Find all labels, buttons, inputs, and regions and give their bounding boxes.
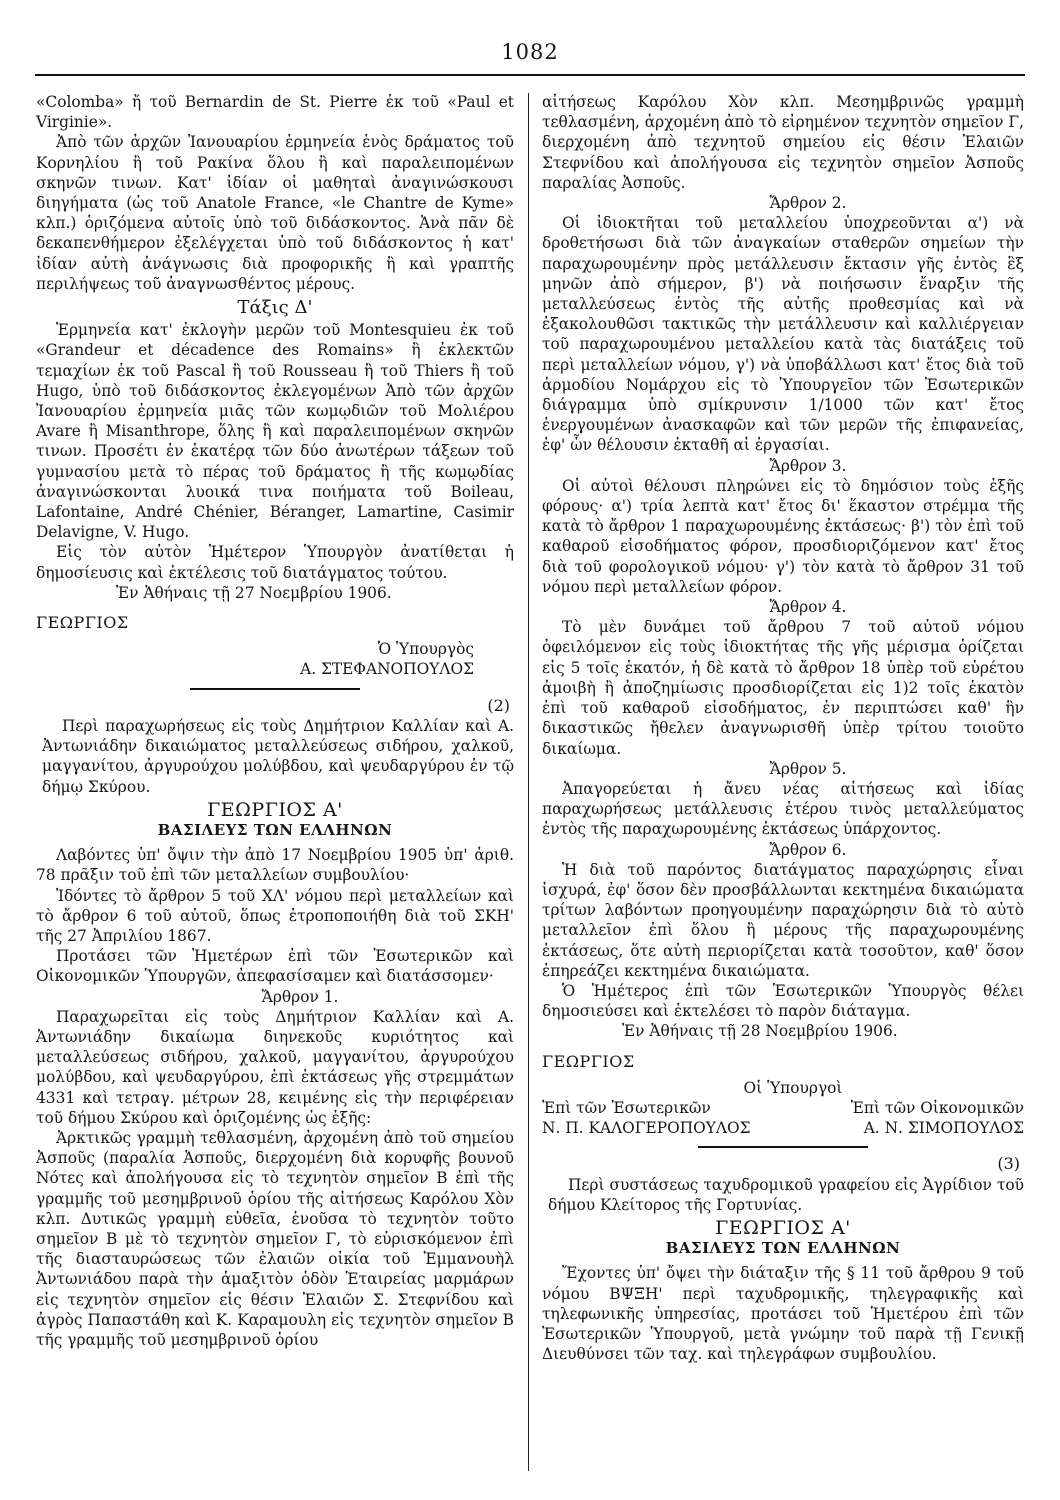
minister-title: Ὁ Ὑπουργὸς <box>377 640 474 659</box>
article-heading: Ἄρθρον 6. <box>769 840 847 859</box>
paragraph: Ἡ διὰ τοῦ παρόντος διατάγματος παραχώρησις εἶναι ἰσχυρά, ἐφ' ὅσον δὲν προσβάλλωνται κεκτημένα δικαιώματα τρίτων λαβόντων προηγουμένην παραχώρησιν διὰ τὸ αὐτὸ μεταλλεῖον ἐπὶ ὅλου ἢ μέρους τῆς παραχωρουμένης ἐκτάσεως, ὅτε αὐτὴ περιορίζεται κατὰ τοσοῦτον, καθ' ὅσον ἐπηρεάζει κεκτημένα δικαιώματα. <box>542 860 1024 980</box>
section-rule <box>190 688 360 690</box>
article-heading: Ἄρθρον 1. <box>261 987 339 1006</box>
decree-number: (3) <box>997 1154 1020 1174</box>
king-title: ΓΕΩΡΓΙΟΣ Α' <box>715 1216 851 1239</box>
place-date: Ἐν Ἀθήναις τῇ 28 Νοεμβρίου 1906. <box>622 1022 898 1041</box>
decree-subject: Περὶ παραχωρήσεως εἰς τοὺς Δημήτριον Καλλίαν καὶ Α. Ἀντωνιάδην δικαιώματος μεταλλεύσεως σιδήρου, χαλκοῦ, μαγγανίτου, ἀργυρούχου μολύβδου, καὶ ψευδαργύρου ἐν τῷ δήμῳ Σκύρου. <box>42 716 514 796</box>
paragraph: Ἰδόντες τὸ ἄρθρον 5 τοῦ ΧΛ' νόμου περὶ μεταλλείων καὶ τὸ ἄρθρον 6 τοῦ αὐτοῦ, ὅπως ἐτροποποιήθη διὰ τοῦ ΣΚΗ' τῆς 27 Ἀπριλίου 1867. <box>36 886 514 945</box>
class-heading: Τάξις Δ' <box>237 297 313 319</box>
decree-subject: Περὶ συστάσεως ταχυδρομικοῦ γραφείου εἰς Ἀγρίδιον τοῦ δήμου Κλείτορος τῆς Γορτυνίας. <box>548 1175 1024 1214</box>
article-heading: Ἄρθρον 2. <box>769 194 847 213</box>
paragraph: Ἑρμηνεία κατ' ἐκλογὴν μερῶν τοῦ Montesquieu ἐκ τοῦ «Grandeur et décadence des Romains» ἢ ἐκλεκτῶν τεμαχίων ἐκ τοῦ Pascal ἢ τοῦ Rousseau ἢ τοῦ Thiers ἢ τοῦ Hugo, ὑπὸ τοῦ διδάσκοντος ἐκλεγομένων Ἀπὸ τῶν ἀρχῶν Ἰανουαρίου ἑρμηνεία μιᾶς τῶν κωμῳδιῶν τοῦ Μολιέρου Avare ἢ Misanthrope, ὅλης ἢ καὶ παραλειπομένων σκηνῶν τινων. Προσέτι ἐν ἑκατέρᾳ τῶν δύο ἀνωτέρων τάξεων τοῦ γυμνασίου μετὰ τὸ πέρας τοῦ δράματος ἢ τῆς κωμῳδίας ἀναγινώσκονται λυοικά τινα ποιήματα τοῦ Boileau, Lafontaine, André Chénier, Béranger, Lamartine, Casimir Delavigne, V. Hugo. <box>36 321 514 542</box>
section-rule <box>698 1146 868 1148</box>
left-column <box>36 92 514 1350</box>
column-divider <box>528 93 529 1471</box>
page-number: 1082 <box>501 40 559 64</box>
king-subtitle: ΒΑΣΙΛΕΥΣ ΤΩΝ ΕΛΛΗΝΩΝ <box>157 820 393 839</box>
paragraph: Ἀρκτικῶς γραμμὴ τεθλασμένη, ἀρχομένη ἀπὸ τοῦ σημείου Ἀσποῦς (παραλία Ἀσποῦς, διερχομένη διὰ κορυφῆς βουνοῦ Νότες καὶ ἀπολήγουσα εἰς τὸ τεχνητὸν σημεῖον Β ἐπὶ τῆς γραμμῆς τοῦ μεσημβρινοῦ ὁρίου τῆς αἰτήσεως Καρόλου Χὸν κλπ. Δυτικῶς γραμμὴ εὐθεῖα, ἑνοῦσα τὸ τεχνητὸν τοῦτο σημεῖον Β μὲ τὸ τεχνητὸν σημεῖον Γ, τὸ εὑρισκόμενον ἐπὶ τῆς διασταυρώσεως τῶν ἐλαιῶν οἰκία τοῦ Ἐμμανουὴλ Ἀντωνιάδου παρὰ τὴν ἁμαξιτὸν ὁδὸν Ἑταιρείας μαρμάρων εἰς τεχνητὸν σημεῖον εἰς θέσιν Ἐλαιῶν Σ. Στεφνίδου καὶ ἀγρὸς Παπαστάθη καὶ Κ. Καραμουλη εἰς τεχνητὸν σημεῖον Β τῆς γραμμῆς τοῦ μεσημβρινοῦ ὁρίου <box>36 1128 514 1349</box>
paragraph: Οἱ ἰδιοκτῆται τοῦ μεταλλείου ὑποχρεοῦνται α') νὰ δροθετήσωσι διὰ τῶν ἀναγκαίων σταθερῶν σημείων τὴν παραχωρουμένην πρὸς μετάλλευσιν ἔκτασιν γῆς ἐντὸς ἓξ μηνῶν ἀπὸ σήμερον, β') νὰ ποιήσωσιν ἔναρξιν τῆς μεταλλεύσεως ἐντὸς τῆς αὐτῆς προθεσμίας καὶ νὰ ἐξακολουθῶσι τακτικῶς τὴν μετάλλευσιν καὶ καλλιέργειαν τοῦ παραχωρουμένου μεταλλείου κατὰ τὰς διατάξεις τοῦ περὶ μεταλλείων νόμου, γ') νὰ ὑποβάλλωσι κατ' ἔτος διὰ τοῦ ἁρμοδίου Νομάρχου εἰς τὸ Ὑπουργεῖον τῶν Ἐσωτερικῶν διάγραμμα ὑπὸ σμίκρυνσιν 1/1000 τῶν κατ' ἔτος ἐνεργουμένων ἀνασκαφῶν καὶ τῶν μερῶν τῆς ἐπιφανείας, ἐφ' ὧν θέλουσιν ἐκταθῆ αἱ ἐργασίαι. <box>542 214 1024 455</box>
article-heading: Ἄρθρον 3. <box>769 456 847 475</box>
paragraph: Ἀπαγορεύεται ἡ ἄνευ νέας αἰτήσεως καὶ ἰδίας παραχωρήσεως μετάλλευσις ἑτέρου τινὸς μεταλλεύματος ἐντὸς τῆς παραχωρουμένης ἐκτάσεως ὑπάρχοντος. <box>542 779 1024 839</box>
paragraph: Λαβόντες ὑπ' ὄψιν τὴν ἀπὸ 17 Νοεμβρίου 1905 ὑπ' ἀριθ. 78 πρᾶξιν τοῦ ἐπὶ τῶν μεταλλείων συμβουλίου· <box>36 846 514 885</box>
king-title: ΓΕΩΡΓΙΟΣ Α' <box>207 798 343 821</box>
paragraph: «Colomba» ἤ τοῦ Bernardin de St. Pierre ἐκ τοῦ «Paul et Virginie». <box>36 93 514 132</box>
paragraph: Ἔχοντες ὑπ' ὄψει τὴν διάταξιν τῆς § 11 τοῦ ἄρθρου 9 τοῦ νόμου ΒΨΞΗ' περὶ ταχυδρομικῆς, τηλεγραφικῆς καὶ τηλεφωνικῆς ὑπηρεσίας, προτάσει τοῦ Ἡμετέρου ἐπὶ τῶν Ἐσωτερικῶν Ὑπουργοῦ, μετὰ γνώμην τοῦ παρὰ τῇ Γενικῇ Διευθύνσει τῶν ταχ. καὶ τηλεγράφων συμβουλίου. <box>542 1264 1024 1364</box>
minister-name: Α. ΣΤΕΦΑΝΟΠΟΥΛΟΣ <box>300 660 474 679</box>
paragraph: Ὁ Ἡμέτερος ἐπὶ τῶν Ἐσωτερικῶν Ὑπουργὸς θέλει δημοσιεύσει καὶ ἐκτελέσει τὸ παρὸν διάταγμα. <box>542 981 1024 1021</box>
paragraph: Τὸ μὲν δυνάμει τοῦ ἄρθρου 7 τοῦ αὐτοῦ νόμου ὀφειλόμενον εἰς τοὺς ἰδιοκτήτας τῆς γῆς μέρισμα ὁρίζεται εἰς 5 τοῖς ἑκατόν, ἡ δὲ κατὰ τὸ ἄρθρον 18 ὑπὲρ τοῦ εὑρέτου ἀμοιβὴ ἢ ἀποζημίωσις προσδιορίζεται εἰς 1)2 τοῖς ἑκατὸν ἐπὶ τοῦ καθαροῦ εἰσοδήματος, ἐν περιπτώσει καθ' ἣν δικαστικῶς ἤθελεν ἀναγνωρισθῆ ὑπὲρ τρίτου τοιοῦτο δικαίωμα. <box>542 618 1024 758</box>
minister-office-interior: Ἐπὶ τῶν Ἐσωτερικῶν <box>542 1098 711 1117</box>
article-heading: Ἄρθρον 5. <box>769 759 847 778</box>
ministers-title: Οἱ Ὑπουργοὶ <box>743 1078 843 1097</box>
paragraph: αἰτήσεως Καρόλου Χὸν κλπ. Μεσημβρινῶς γραμμὴ τεθλασμένη, ἀρχομένη ἀπὸ τὸ εἰρημένον τεχνητὸν σημεῖον Γ, διερχομένη ἀπὸ τεχνητοῦ σημείου εἰς θέσιν Ἐλαιῶν Στεφνίδου καὶ ἀπολήγουσα εἰς τεχνητὸν σημεῖον Ἀσποῦς παραλίας Ἀσποῦς. <box>542 93 1024 192</box>
minister-name-finance: Α. Ν. ΣΙΜΟΠΟΥΛΟΣ <box>863 1119 1024 1138</box>
royal-signature: ΓΕΩΡΓΙΟΣ <box>36 613 129 633</box>
article-heading: Ἄρθρον 4. <box>769 598 847 617</box>
minister-name-interior: Ν. Π. ΚΑΛΟΓΕΡΟΠΟΥΛΟΣ <box>542 1119 751 1138</box>
minister-offices <box>542 1098 1024 1118</box>
header-rule <box>35 74 1025 76</box>
decree-number: (2) <box>487 695 510 715</box>
king-subtitle: ΒΑΣΙΛΕΥΣ ΤΩΝ ΕΛΛΗΝΩΝ <box>665 1239 901 1258</box>
paragraph: Ἀπὸ τῶν ἀρχῶν Ἰανουαρίου ἑρμηνεία ἑνὸς δράματος τοῦ Κορνηλίου ἢ τοῦ Ρακίνα ὅλου ἢ καὶ παραλειπομένων σκηνῶν τινων. Κατ' ἰδίαν οἱ μαθηταὶ ἀναγινώσκουσι διηγήματα (ὡς τοῦ Anatole France, «le Chantre de Kyme» κλπ.) ὁριζόμενα αὐτοῖς ὑπὸ τοῦ διδάσκοντος. Ἀνὰ πᾶν δὲ δεκαπενθήμερον ἐξελέγχεται ὑπὸ τοῦ διδάσκοντος ἡ κατ' ἰδίαν αὐτὴ ἀνάγνωσις διὰ προφορικῆς ἢ καὶ γραπτῆς περιλήψεως τοῦ ἀναγνωσθέντος μέρους. <box>36 133 514 293</box>
minister-office-finance: Ἐπὶ τῶν Οἰκονομικῶν <box>850 1098 1024 1117</box>
paragraph: Παραχωρεῖται εἰς τοὺς Δημήτριον Καλλίαν καὶ Α. Ἀντωνιάδην δικαίωμα διηνεκοῦς κυριότητος καὶ μεταλλεύσεως σιδήρου, χαλκοῦ, μαγγανίτου, ἀργυρούχου μολύβδου, καὶ ψευδαργύρου, ἐπὶ ἐκτάσεως γῆς στρεμμάτων 4331 καὶ τετραγ. μέτρων 28, κειμένης εἰς τὴν περιφέρειαν τοῦ δήμου Σκύρου καὶ ὁριζομένης ὡς ἑξῆς: <box>36 1007 514 1127</box>
place-date: Ἐν Ἀθήναις τῇ 27 Νοεμβρίου 1906. <box>116 583 392 602</box>
minister-names <box>542 1118 1024 1138</box>
paragraph: Εἰς τὸν αὐτὸν Ἡμέτερον Ὑπουργὸν ἀνατίθεται ἡ δημοσίευσις καὶ ἐκτέλεσις τοῦ διατάγματος τούτου. <box>36 543 514 582</box>
paragraph: Προτάσει τῶν Ἡμετέρων ἐπὶ τῶν Ἐσωτερικῶν καὶ Οἰκονομικῶν Ὑπουργῶν, ἀπεφασίσαμεν καὶ διατάσσομεν· <box>36 947 514 986</box>
paragraph: Οἱ αὐτοὶ θέλουσι πληρώνει εἰς τὸ δημόσιον τοὺς ἑξῆς φόρους· α') τρία λεπτὰ κατ' ἔτος δι' ἕκαστον στρέμμα τῆς κατὰ τὸ ἄρθρον 1 παραχωρουμένης ἐκτάσεως· β') τὸν ἐπὶ τοῦ καθαροῦ εἰσοδήματος φόρον, προσδιοριζόμενον κατ' ἔτος διὰ τοῦ φορολογικοῦ νόμου· γ') τὸν κατὰ τὸ ἄρθρον 31 τοῦ νόμου περὶ μεταλλείων φόρον. <box>542 476 1024 596</box>
royal-signature: ΓΕΩΡΓΙΟΣ <box>542 1051 635 1071</box>
right-column <box>542 92 1024 1364</box>
